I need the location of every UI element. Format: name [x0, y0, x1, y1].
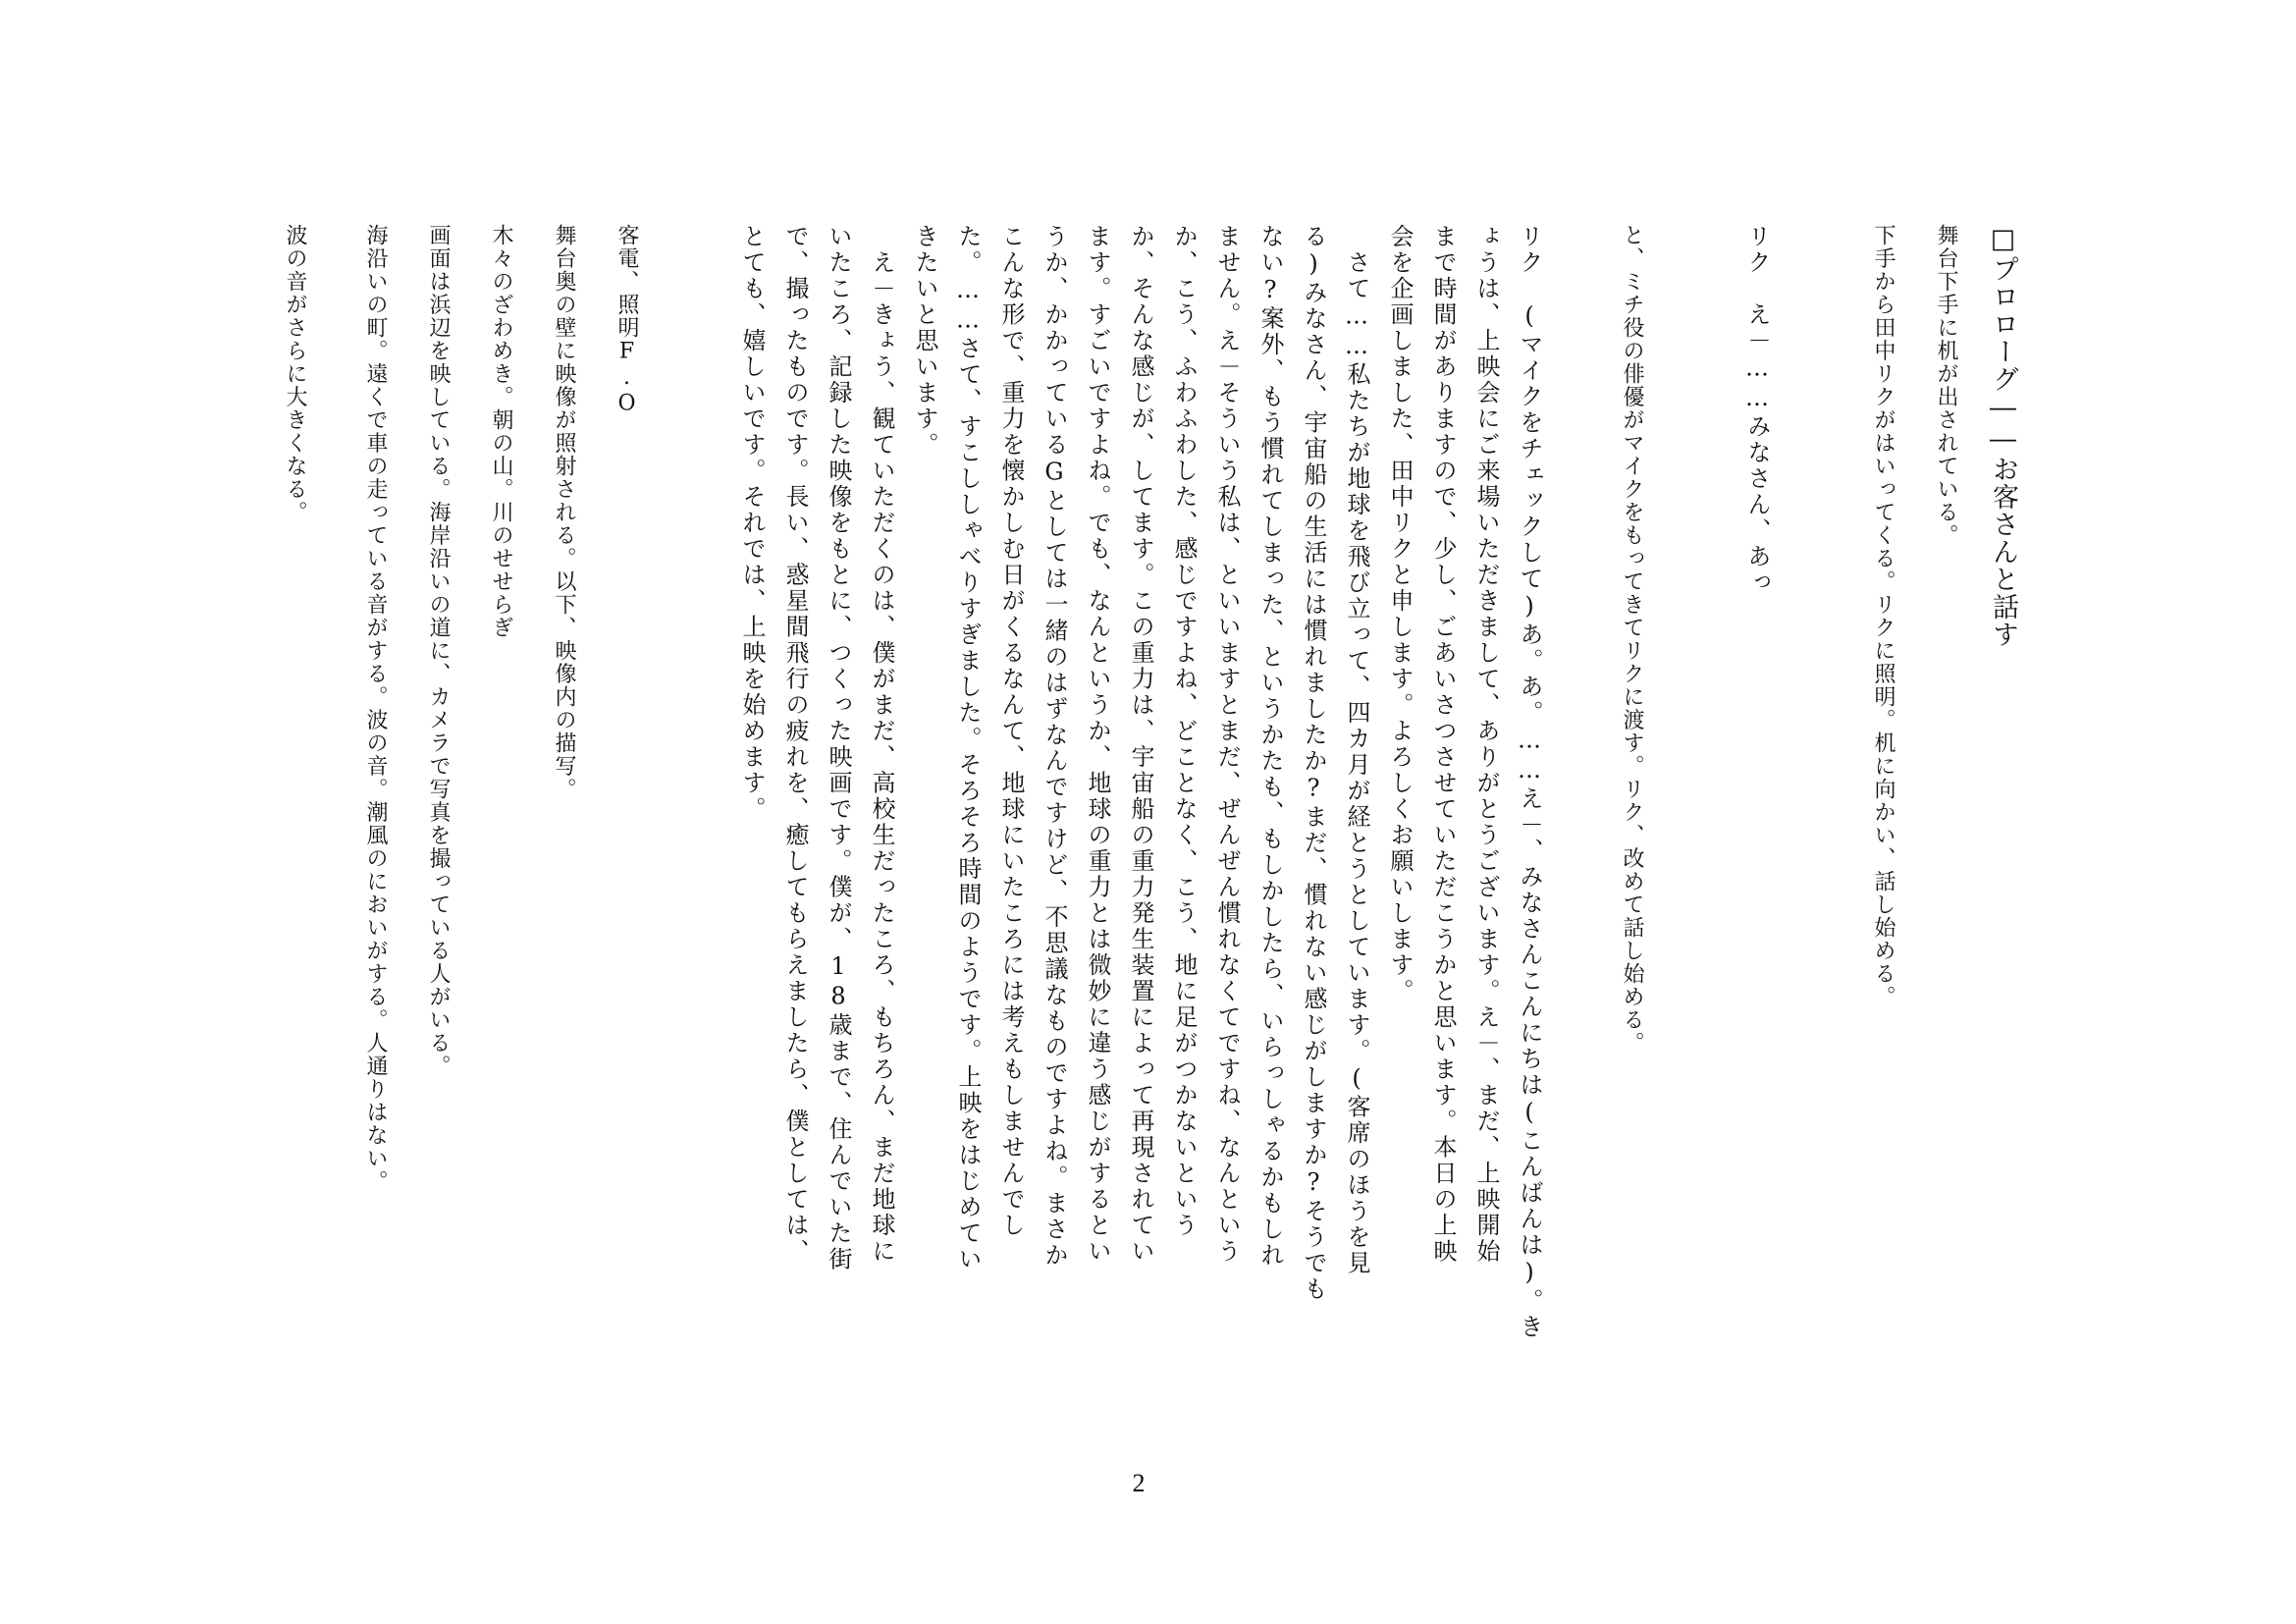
monologue-line-11: ます。すごいですよね。でも、なんというか、地球の重力とは微妙に違う感じがするとい	[1084, 224, 1111, 1265]
stage-direction-desk: 舞台下手に机が出されている。	[1934, 224, 1958, 547]
monologue-line-4: 会を企画しました、田中リクと申します。よろしくお願いします。	[1386, 224, 1414, 1004]
stage-direction-mic-handover: と、ミチ役の俳優がマイクをもってきてリクに渡す。リク、改めて話し始める。	[1620, 224, 1644, 1055]
monologue-line-12: うか、かかっているGとしては一緒のはずなんですけど、不思議なものですよね。まさか	[1041, 224, 1068, 1269]
monologue-line-6: る)みなさん、宇宙船の生活には慣れましたか?まだ、慣れない感じがしますか?そうでも	[1300, 224, 1327, 1303]
monologue-line-1: リク (マイクをチェックして)あ。あ。……え－、みなさんこんにちは(こんばんは)。き	[1516, 224, 1543, 1340]
stage-direction-beach: 画面は浜辺を映している。海岸沿いの道に、カメラで写真を撮っている人がいる。	[426, 224, 451, 1078]
monologue-line-13: こんな形で、重力を懐かしむ日がくるなんて、地球にいたころには考えもしませんでし	[997, 224, 1025, 1239]
stage-direction-riku-enters: 下手から田中リクがはいってくる。リクに照明。机に向かい、話し始める。	[1871, 224, 1896, 1008]
page-number: 2	[1132, 1469, 1146, 1497]
monologue-line-16: え－きょう、観ていただくのは、僕がまだ、高校生だったころ、もちろん、まだ地球に	[868, 224, 895, 1265]
monologue-line-2: ょうは、上映会にご来場いただきまして、ありがとうございます。え－、まだ、上映開始	[1472, 224, 1500, 1265]
stage-direction-projection: 舞台奥の壁に映像が照射される。以下、映像内の描写。	[552, 224, 576, 801]
monologue-line-8: ません。え－そういう私は、といいますとまだ、ぜんぜん慣れなくてですね、なんという	[1213, 224, 1241, 1265]
stage-direction-house-lights: 客電、照明F.O	[614, 224, 639, 417]
monologue-line-7: ない?案外、もう慣れてしまった、というかたも、もしかしたら、いらっしゃるかもしれ	[1256, 224, 1284, 1269]
monologue-line-3: まで時間がありますので、少し、ごあいさつさせていただこうかと思います。本日の上映	[1429, 224, 1457, 1265]
monologue-line-10: か、そんな感じが、してます。この重力は、宇宙船の重力発生装置によって再現されてい	[1127, 224, 1154, 1265]
monologue-line-14: た。……さて、すこししゃべりすぎました。そろそろ時間のようです。上映をはじめてい	[954, 224, 982, 1272]
monologue-line-5: さて……私たちが地球を飛び立って、四カ月が経とうとしています。(客席のほうを見	[1343, 224, 1370, 1276]
dialogue-riku-first: リク え－……みなさん、あっ	[1743, 224, 1771, 596]
stage-direction-waves: 波の音がさらに大きくなる。	[283, 224, 307, 524]
stage-direction-seaside-town: 海沿いの町。遠くで車の走っている音がする。波の音。潮風のにおいがする。人通りはない。	[363, 224, 388, 1193]
monologue-line-19: とても、嬉しいです。それでは、上映を始めます。	[738, 224, 766, 823]
monologue-line-9: か、こう、ふわふわした、感じですよね、どことなく、こう、地に足がつかないという	[1170, 224, 1198, 1239]
monologue-line-18: で、撮ったものです。長い、惑星間飛行の疲れを、癒してもらえましたら、僕としては、	[781, 224, 809, 1265]
stage-direction-mountain: 木々のざわめき。朝の山。川のせせらぎ	[489, 224, 513, 639]
monologue-line-17: いたころ、記録した映像をもとに、つくった映画です。僕が、18歳まで、住んでいた街	[825, 224, 852, 1272]
monologue-line-15: きたいと思います。	[911, 224, 938, 459]
scene-heading-prologue: □プロローグ――お客さんと話す	[1988, 224, 2018, 648]
